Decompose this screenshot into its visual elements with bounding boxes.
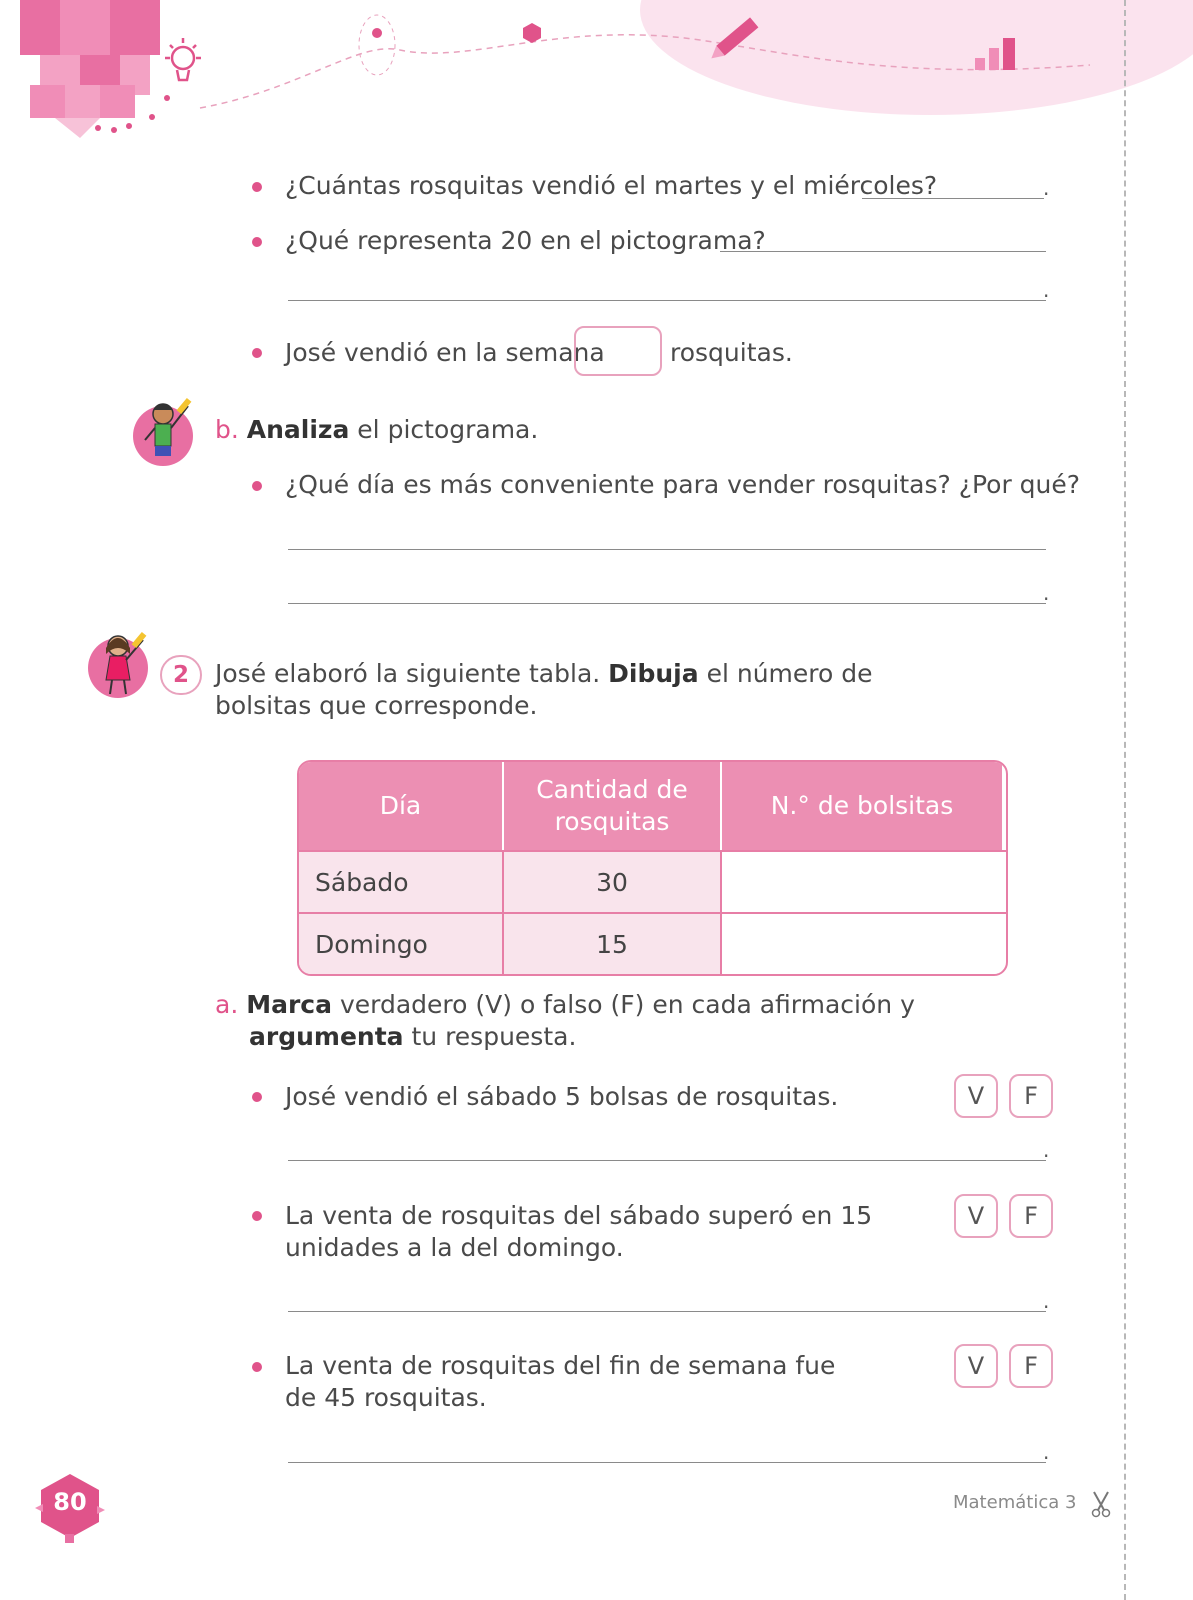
bullet xyxy=(252,1362,262,1372)
lightbulb-icon xyxy=(165,38,201,80)
cell-bags-input[interactable] xyxy=(722,852,1002,912)
answer-line[interactable] xyxy=(288,1160,1046,1161)
question-text: ¿Cuántas rosquitas vendió el martes y el miércoles? xyxy=(285,171,938,200)
exercise-text-end: el número de bolsitas que corresponde. xyxy=(215,659,873,720)
sold-week-suffix: rosquitas. xyxy=(670,338,793,367)
period: . xyxy=(1043,278,1050,302)
cubes-icon xyxy=(20,0,170,138)
answer-line[interactable] xyxy=(288,1462,1046,1463)
answer-line[interactable] xyxy=(720,251,1046,252)
answer-box[interactable] xyxy=(574,326,662,376)
exercise-verb: Dibuja xyxy=(608,659,699,688)
part-a-mid: verdadero (V) o falso (F) en cada afirmación y xyxy=(332,990,915,1019)
page-number: 80 xyxy=(53,1488,87,1516)
false-checkbox[interactable]: F xyxy=(1009,1194,1053,1238)
pink-cloud xyxy=(640,0,1193,115)
answer-line[interactable] xyxy=(288,603,1046,604)
cell-day: Sábado xyxy=(299,852,504,912)
cell-amount: 30 xyxy=(504,852,722,912)
period: . xyxy=(1043,1138,1050,1162)
part-letter: a. xyxy=(215,990,239,1019)
part-b-heading xyxy=(215,414,538,446)
statement-text: La venta de rosquitas del fin de semana fue de 45 rosquitas. xyxy=(285,1351,836,1412)
header-day: Día xyxy=(299,762,504,850)
exercise-number: 2 xyxy=(172,662,189,688)
bullet xyxy=(252,182,262,192)
bullet xyxy=(252,1092,262,1102)
table-row xyxy=(299,850,1006,912)
cell-amount: 15 xyxy=(504,914,722,974)
part-a-verb-2: argumenta xyxy=(249,1022,404,1051)
answer-line[interactable] xyxy=(862,198,1044,199)
header-bags: N.° de bolsitas xyxy=(722,762,1002,850)
scissors-icon xyxy=(1090,1490,1112,1518)
part-b-verb: Analiza xyxy=(246,415,350,444)
header-decoration xyxy=(0,0,1193,140)
true-checkbox[interactable]: V xyxy=(954,1194,998,1238)
statement-text: José vendió el sábado 5 bolsas de rosquitas. xyxy=(285,1082,839,1111)
question-text: ¿Qué representa 20 en el pictograma? xyxy=(285,226,766,255)
part-a-heading xyxy=(215,989,1049,1053)
answer-line[interactable] xyxy=(288,300,1046,301)
sold-week-text: José vendió en la semana xyxy=(285,338,605,367)
question-text: ¿Qué día es más conveniente para vender rosquitas? ¿Por qué? xyxy=(285,470,1081,499)
true-checkbox[interactable]: V xyxy=(954,1344,998,1388)
part-a-verb-1: Marca xyxy=(246,990,333,1019)
table-row xyxy=(299,912,1006,974)
period: . xyxy=(1043,581,1050,605)
girl-avatar-icon xyxy=(88,628,158,700)
false-checkbox[interactable]: F xyxy=(1009,1074,1053,1118)
cell-bags-input[interactable] xyxy=(722,914,1002,974)
period: . xyxy=(1043,176,1050,200)
exercise-text-start: José elaboró la siguiente tabla. xyxy=(215,659,609,688)
statement-text: La venta de rosquitas del sábado superó en 15 unidades a la del domingo. xyxy=(285,1201,873,1262)
period: . xyxy=(1043,1289,1050,1313)
answer-line[interactable] xyxy=(288,549,1046,550)
book-title: Matemática 3 xyxy=(953,1492,1077,1513)
rosquitas-table xyxy=(297,760,1008,976)
bullet xyxy=(252,237,262,247)
part-a-end: tu respuesta. xyxy=(403,1022,577,1051)
cut-line xyxy=(1124,0,1126,1600)
bullet xyxy=(252,1211,262,1221)
true-checkbox[interactable]: V xyxy=(954,1074,998,1118)
pin-icon xyxy=(359,15,395,75)
bullet xyxy=(252,348,262,358)
header-amount: Cantidad de rosquitas xyxy=(504,762,722,850)
boy-avatar-icon xyxy=(133,396,203,468)
part-letter: b. xyxy=(215,415,239,444)
bullet xyxy=(252,481,262,491)
part-b-rest: el pictograma. xyxy=(349,415,539,444)
small-cube-icon xyxy=(523,23,541,43)
exercise-number-badge xyxy=(160,655,202,695)
period: . xyxy=(1043,1440,1050,1464)
cell-day: Domingo xyxy=(299,914,504,974)
table-header-row xyxy=(299,762,1006,850)
false-checkbox[interactable]: F xyxy=(1009,1344,1053,1388)
exercise-2-instruction xyxy=(215,658,975,722)
answer-line[interactable] xyxy=(288,1311,1046,1312)
